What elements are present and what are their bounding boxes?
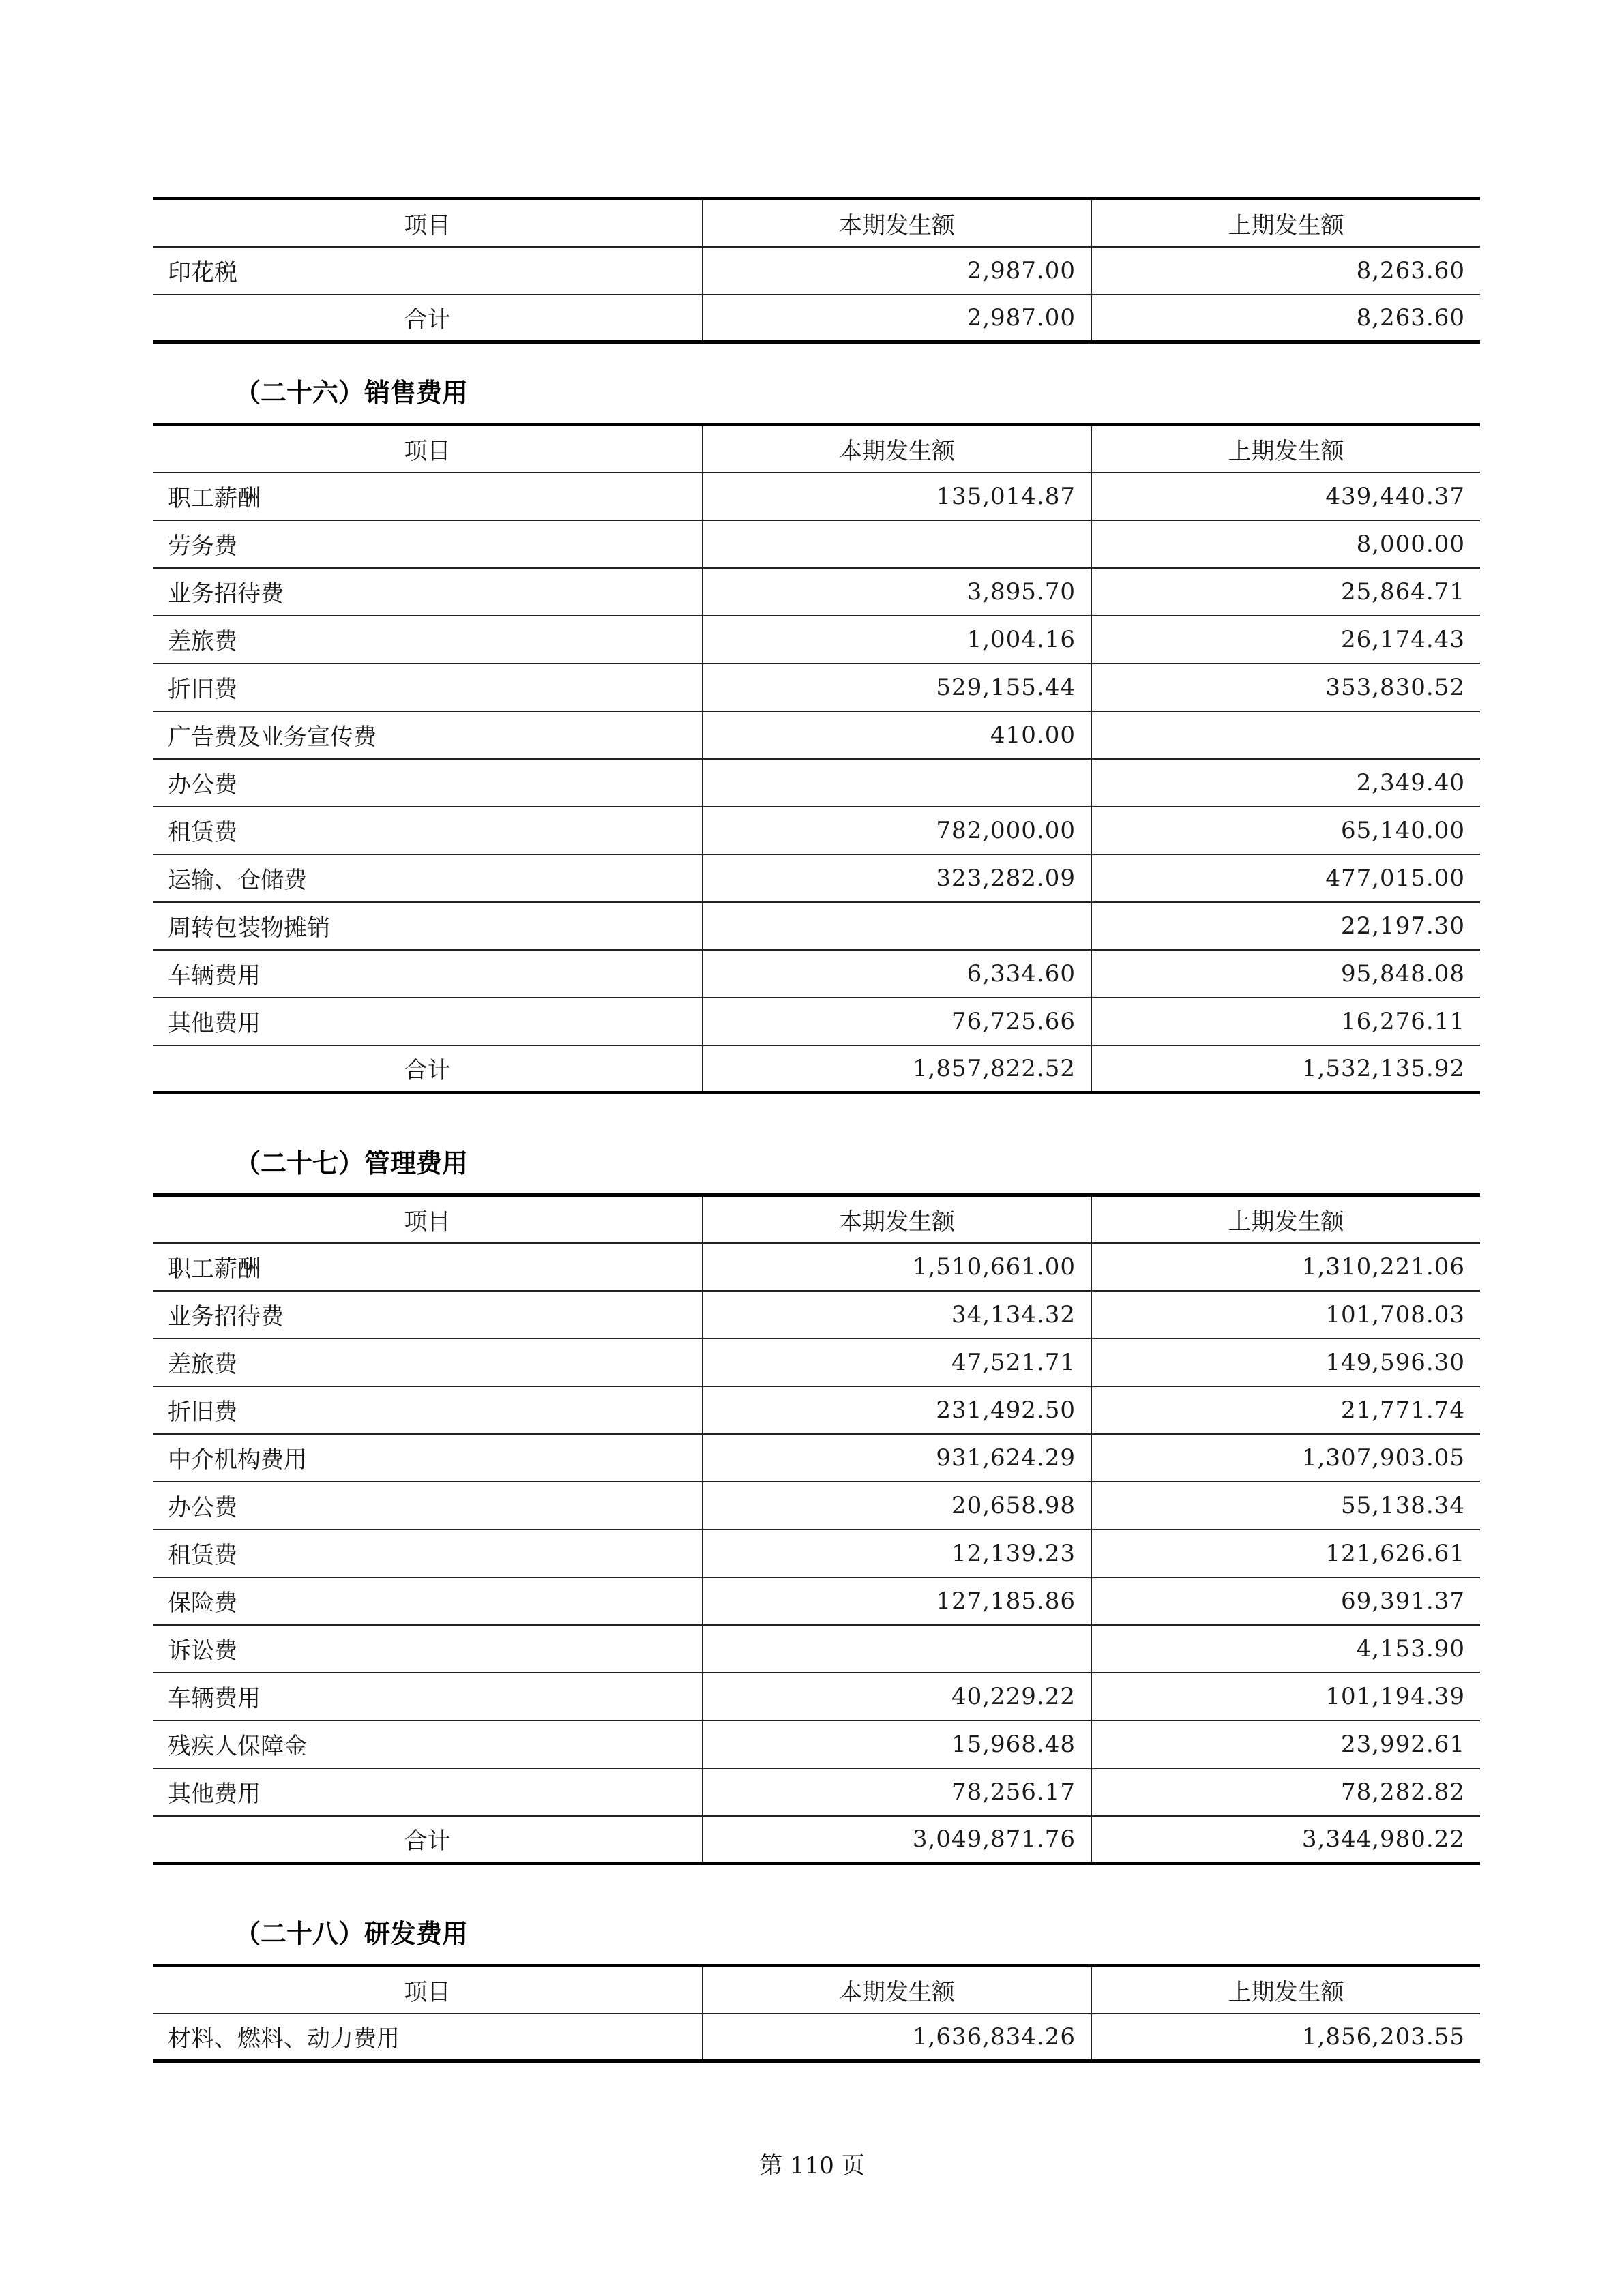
row-item: 折旧费 <box>153 1386 703 1434</box>
row-item: 车辆费用 <box>153 950 703 998</box>
total-current: 1,857,822.52 <box>703 1045 1091 1093</box>
row-current: 34,134.32 <box>703 1291 1091 1339</box>
row-item: 折旧费 <box>153 664 703 711</box>
table-row <box>153 759 1480 807</box>
row-item: 材料、燃料、动力费用 <box>153 2014 703 2061</box>
row-current: 12,139.23 <box>703 1530 1091 1577</box>
row-previous: 1,307,903.05 <box>1091 1434 1480 1482</box>
row-item: 职工薪酬 <box>153 1243 703 1291</box>
row-item: 业务招待费 <box>153 1291 703 1339</box>
row-item: 业务招待费 <box>153 568 703 616</box>
table-row <box>153 950 1480 998</box>
row-item: 广告费及业务宣传费 <box>153 711 703 759</box>
selling-expenses-block <box>153 423 1480 1094</box>
total-label: 合计 <box>153 1816 703 1864</box>
header-current: 本期发生额 <box>703 199 1091 247</box>
table-row <box>153 1625 1480 1673</box>
row-previous: 65,140.00 <box>1091 807 1480 854</box>
row-item: 办公费 <box>153 759 703 807</box>
table-row <box>153 902 1480 950</box>
header-current: 本期发生额 <box>703 425 1091 473</box>
row-current: 76,725.66 <box>703 998 1091 1045</box>
header-previous: 上期发生额 <box>1091 1966 1480 2014</box>
row-current: 2,987.00 <box>703 247 1091 295</box>
selling-expenses-table <box>153 423 1480 1094</box>
admin-expenses-table <box>153 1193 1480 1865</box>
table-header-row <box>153 425 1480 473</box>
page-number: 第 110 页 <box>759 2152 865 2179</box>
table-header-row <box>153 1195 1480 1243</box>
row-previous: 101,708.03 <box>1091 1291 1480 1339</box>
row-current: 40,229.22 <box>703 1673 1091 1720</box>
row-previous: 477,015.00 <box>1091 854 1480 902</box>
table-row <box>153 473 1480 520</box>
header-current: 本期发生额 <box>703 1966 1091 2014</box>
tax-table <box>153 197 1480 344</box>
table-header-row <box>153 199 1480 247</box>
row-item: 租赁费 <box>153 1530 703 1577</box>
row-current: 6,334.60 <box>703 950 1091 998</box>
rd-expenses-block <box>153 1964 1480 2063</box>
row-current: 782,000.00 <box>703 807 1091 854</box>
table-row <box>153 1386 1480 1434</box>
row-item: 保险费 <box>153 1577 703 1625</box>
total-row <box>153 295 1480 342</box>
row-previous: 4,153.90 <box>1091 1625 1480 1673</box>
row-previous: 21,771.74 <box>1091 1386 1480 1434</box>
total-label: 合计 <box>153 1045 703 1093</box>
row-previous: 1,856,203.55 <box>1091 2014 1480 2061</box>
total-current: 3,049,871.76 <box>703 1816 1091 1864</box>
table-row <box>153 520 1480 568</box>
section-title-rd-expenses: （二十八）研发费用 <box>235 1919 469 1949</box>
table-row <box>153 664 1480 711</box>
row-current <box>703 1625 1091 1673</box>
row-current: 127,185.86 <box>703 1577 1091 1625</box>
row-current: 15,968.48 <box>703 1720 1091 1768</box>
row-previous: 16,276.11 <box>1091 998 1480 1045</box>
row-previous: 439,440.37 <box>1091 473 1480 520</box>
table-row <box>153 1482 1480 1530</box>
row-current: 78,256.17 <box>703 1768 1091 1816</box>
rd-expenses-table <box>153 1964 1480 2063</box>
table-row <box>153 1243 1480 1291</box>
admin-expenses-block <box>153 1193 1480 1865</box>
row-previous <box>1091 711 1480 759</box>
total-previous: 3,344,980.22 <box>1091 1816 1480 1864</box>
total-label: 合计 <box>153 295 703 342</box>
total-previous: 8,263.60 <box>1091 295 1480 342</box>
row-item: 周转包装物摊销 <box>153 902 703 950</box>
header-current: 本期发生额 <box>703 1195 1091 1243</box>
total-row <box>153 1045 1480 1093</box>
table-row <box>153 1339 1480 1386</box>
row-current: 135,014.87 <box>703 473 1091 520</box>
row-current: 931,624.29 <box>703 1434 1091 1482</box>
row-item: 差旅费 <box>153 1339 703 1386</box>
row-current: 529,155.44 <box>703 664 1091 711</box>
row-item: 其他费用 <box>153 1768 703 1816</box>
row-item: 劳务费 <box>153 520 703 568</box>
row-current: 231,492.50 <box>703 1386 1091 1434</box>
row-item: 差旅费 <box>153 616 703 664</box>
row-previous: 8,263.60 <box>1091 247 1480 295</box>
table-row <box>153 1577 1480 1625</box>
row-item: 运输、仓储费 <box>153 854 703 902</box>
total-row <box>153 1816 1480 1864</box>
row-current: 1,510,661.00 <box>703 1243 1091 1291</box>
row-current <box>703 902 1091 950</box>
row-previous: 95,848.08 <box>1091 950 1480 998</box>
header-item: 项目 <box>153 1966 703 2014</box>
row-previous: 23,992.61 <box>1091 1720 1480 1768</box>
row-current: 1,004.16 <box>703 616 1091 664</box>
total-previous: 1,532,135.92 <box>1091 1045 1480 1093</box>
table-row <box>153 1434 1480 1482</box>
row-previous: 149,596.30 <box>1091 1339 1480 1386</box>
section-title-admin-expenses: （二十七）管理费用 <box>235 1148 469 1178</box>
row-previous: 8,000.00 <box>1091 520 1480 568</box>
table-row <box>153 1530 1480 1577</box>
row-previous: 101,194.39 <box>1091 1673 1480 1720</box>
table-row <box>153 1720 1480 1768</box>
row-previous: 1,310,221.06 <box>1091 1243 1480 1291</box>
row-item: 车辆费用 <box>153 1673 703 1720</box>
row-item: 诉讼费 <box>153 1625 703 1673</box>
row-current: 323,282.09 <box>703 854 1091 902</box>
row-previous: 78,282.82 <box>1091 1768 1480 1816</box>
table-row <box>153 711 1480 759</box>
row-item: 其他费用 <box>153 998 703 1045</box>
row-previous: 22,197.30 <box>1091 902 1480 950</box>
row-item: 印花税 <box>153 247 703 295</box>
row-previous: 55,138.34 <box>1091 1482 1480 1530</box>
row-item: 办公费 <box>153 1482 703 1530</box>
row-previous: 69,391.37 <box>1091 1577 1480 1625</box>
table-row <box>153 1291 1480 1339</box>
row-current: 1,636,834.26 <box>703 2014 1091 2061</box>
row-current <box>703 520 1091 568</box>
header-previous: 上期发生额 <box>1091 425 1480 473</box>
header-item: 项目 <box>153 1195 703 1243</box>
row-item: 中介机构费用 <box>153 1434 703 1482</box>
row-current <box>703 759 1091 807</box>
row-item: 残疾人保障金 <box>153 1720 703 1768</box>
table-header-row <box>153 1966 1480 2014</box>
header-previous: 上期发生额 <box>1091 199 1480 247</box>
row-current: 410.00 <box>703 711 1091 759</box>
table-row <box>153 1768 1480 1816</box>
table-row <box>153 854 1480 902</box>
table-row <box>153 568 1480 616</box>
table-row <box>153 998 1480 1045</box>
row-previous: 121,626.61 <box>1091 1530 1480 1577</box>
row-current: 47,521.71 <box>703 1339 1091 1386</box>
header-previous: 上期发生额 <box>1091 1195 1480 1243</box>
table-row <box>153 2014 1480 2061</box>
table-row <box>153 616 1480 664</box>
row-previous: 25,864.71 <box>1091 568 1480 616</box>
row-current: 3,895.70 <box>703 568 1091 616</box>
tax-table-block <box>153 197 1480 344</box>
row-previous: 26,174.43 <box>1091 616 1480 664</box>
header-item: 项目 <box>153 199 703 247</box>
table-row <box>153 1673 1480 1720</box>
row-previous: 353,830.52 <box>1091 664 1480 711</box>
header-item: 项目 <box>153 425 703 473</box>
table-row <box>153 807 1480 854</box>
section-title-selling-expenses: （二十六）销售费用 <box>235 378 469 408</box>
total-current: 2,987.00 <box>703 295 1091 342</box>
row-item: 租赁费 <box>153 807 703 854</box>
row-item: 职工薪酬 <box>153 473 703 520</box>
table-row <box>153 247 1480 295</box>
row-previous: 2,349.40 <box>1091 759 1480 807</box>
row-current: 20,658.98 <box>703 1482 1091 1530</box>
